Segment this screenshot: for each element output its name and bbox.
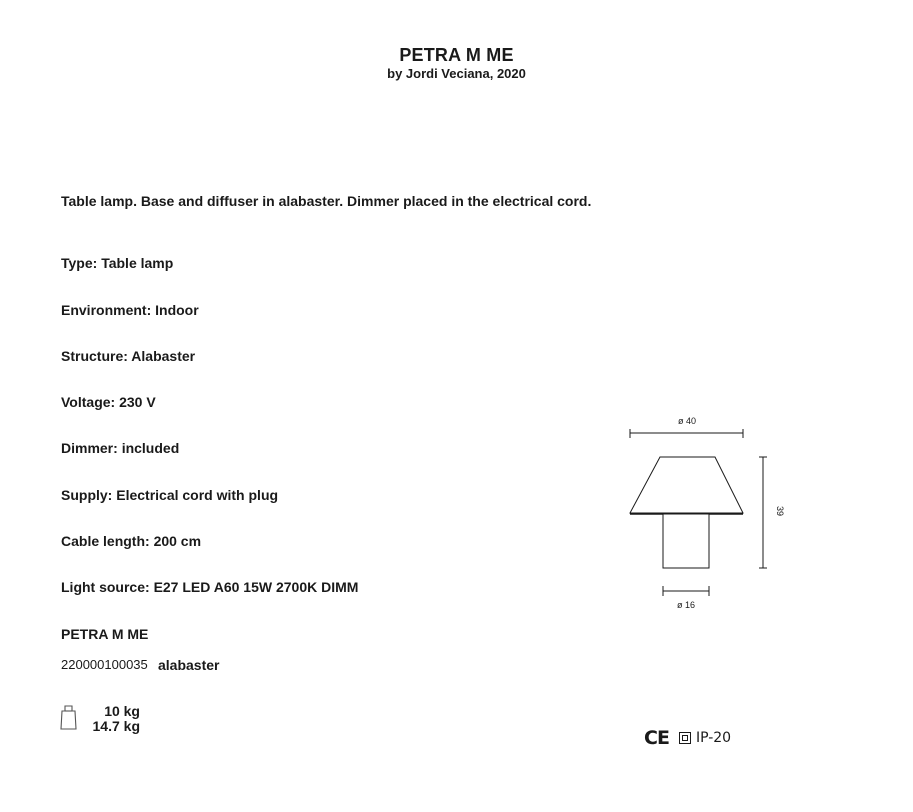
lamp-technical-drawing xyxy=(620,410,790,615)
product-description: Table lamp. Base and diffuser in alabaster. Dimmer placed in the electrical cord. xyxy=(61,193,592,209)
spec-label: Supply: xyxy=(61,487,113,503)
weight-icon xyxy=(60,705,78,731)
spec-value: Table lamp xyxy=(101,255,174,271)
model-name: PETRA M ME xyxy=(61,626,149,642)
spec-value: included xyxy=(121,440,180,456)
spec-supply xyxy=(61,487,278,503)
spec-environment xyxy=(61,302,199,318)
certifications xyxy=(644,728,731,748)
product-finish: alabaster xyxy=(158,657,220,673)
spec-voltage xyxy=(61,394,156,410)
spec-label: Type: xyxy=(61,255,98,271)
gross-weight: 14.7 kg xyxy=(92,718,140,734)
spec-dimmer xyxy=(61,440,179,456)
designer-credit: by Jordi Veciana, 2020 xyxy=(387,66,526,81)
lamp-shade xyxy=(630,457,743,513)
spec-value: 230 V xyxy=(119,394,156,410)
spec-light-source xyxy=(61,579,358,595)
spec-structure xyxy=(61,348,195,364)
spec-type xyxy=(61,255,173,271)
ip-rating: IP-20 xyxy=(695,730,732,746)
ce-mark: CE xyxy=(644,727,669,749)
spec-cable-length xyxy=(61,533,201,549)
spec-label: Voltage: xyxy=(61,394,116,410)
spec-value: E27 LED A60 15W 2700K DIMM xyxy=(153,579,359,595)
shade-diameter-dimension xyxy=(630,416,743,438)
spec-label: Structure: xyxy=(61,348,128,364)
product-title: PETRA M ME xyxy=(399,45,514,65)
spec-value: Electrical cord with plug xyxy=(116,487,279,503)
spec-label: Dimmer: xyxy=(61,440,118,456)
spec-label: Cable length: xyxy=(61,533,150,549)
spec-label: Light source: xyxy=(61,579,150,595)
height-dimension xyxy=(759,457,785,568)
spec-value: 200 cm xyxy=(153,533,202,549)
class-ii-icon xyxy=(679,732,691,744)
net-weight: 10 kg xyxy=(104,703,140,719)
product-code: 220000100035 xyxy=(61,657,148,672)
spec-value: Alabaster xyxy=(131,348,196,364)
height-label: 39 xyxy=(775,505,785,517)
base-diameter-label: ø 16 xyxy=(676,600,696,610)
lamp-base xyxy=(663,514,709,568)
shade-diameter-label: ø 40 xyxy=(677,416,697,426)
spec-label: Environment: xyxy=(61,302,152,318)
base-diameter-dimension xyxy=(663,586,709,610)
spec-value: Indoor xyxy=(155,302,199,318)
